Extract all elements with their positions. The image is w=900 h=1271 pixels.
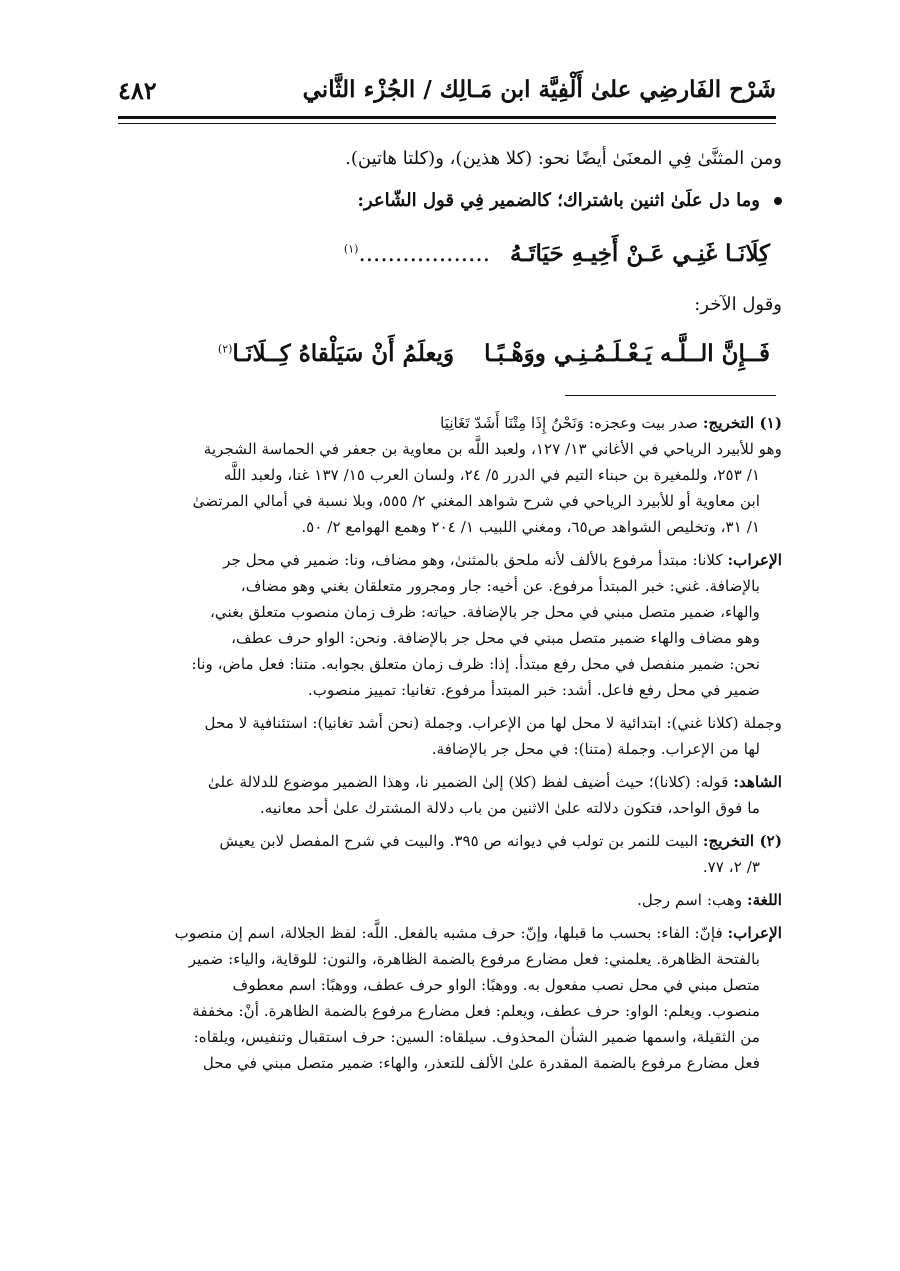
- verse-2-first-hemistich: فَــإِنَّ الــلَّـه يَـعْـلَـمُـنِـي ووَهْـبًـا: [484, 340, 770, 367]
- footnote-line: بالفتحة الظاهرة. يعلمني: فعل مضارع مرفوع بالضمة الظاهرة، والنون: للوقاية، والياء: ضمير: [188, 950, 760, 968]
- footnote-line: وهو مضاف والهاء ضمير متصل مبني في محل جر بالإضافة. ونحن: الواو حرف عطف،: [231, 629, 760, 647]
- body-line-1: ومن المثنَّىٰ فِي المعنَىٰ أيضًا نحو: (كلا هذين)، و(كلتا هاتين).: [345, 148, 782, 169]
- running-head-title: شَرْح الفَارضِي علىٰ أَلْفِيَّة ابن مَـالِك / الجُزْء الثَّاني: [302, 76, 776, 103]
- footnote-line: الإعراب: كلانا: مبتدأ مرفوع بالألف لأنه ملحق بالمثنىٰ، وهو مضاف، ونا: ضمير في محل جر: [223, 551, 782, 569]
- verse-1: [130, 240, 770, 267]
- footnote-line: والهاء، ضمير متصل مبني في محل جر بالإضافة. حياته: ظرف زمان منصوب متعلق بغني،: [209, 603, 760, 621]
- footnote-line: متصل مبني في محل نصب مفعول به. ووهبًا: الواو حرف عطف، ووهبًا: اسم معطوف: [232, 976, 760, 994]
- footnote-line: ١/ ٢٥٣، وللمغيرة بن حبناء التيم في الدرر ٥/ ٢٤، ولسان العرب ١٥/ ١٣٧ غنا، ولعبد اللَّه: [223, 466, 760, 484]
- footnote-line: منصوب. ويعلم: الواو: حرف عطف، ويعلم: فعل مضارع مرفوع بالضمة الظاهرة. أنْ: مخففة: [192, 1002, 760, 1020]
- footnote-line: ما فوق الواحد، فتكون دلالته علىٰ الاثنين من باب دلالة المشترك علىٰ أحد معانيه.: [259, 799, 760, 817]
- footnote-separator: [565, 395, 776, 396]
- footnote-line: ٣/ ٢، ٧٧.: [702, 858, 760, 876]
- bullet-icon: [774, 197, 782, 205]
- footnote-line: نحن: ضمير منفصل في محل رفع مبتدأ. إذا: ظرف زمان متعلق بجوابه. متنا: فعل ماض، ونا:: [191, 655, 760, 673]
- verse-1-dots: ..................: [358, 241, 491, 267]
- page-number: ٤٨٢: [118, 76, 157, 105]
- verse-2-second-hemistich: وَيعلَمُ أَنْ سَيَلْقاهُ كِــلَانَـا: [232, 340, 455, 367]
- body-line-other: وقول الآخر:: [694, 294, 782, 315]
- footnote-line: وجملة (كلانا غني): ابتدائية لا محل لها من الإعراب. وجملة (نحن أشد تغانيا): استئنافية لا محل: [204, 714, 782, 732]
- footnote-line: وهو للأبيرد الرياحي في الأغاني ١٣/ ١٢٧، ولعبد اللَّه بن معاوية بن جعفر في الحماسة الشجرية: [203, 440, 782, 458]
- bullet-text: وما دل علَىٰ اثنين باشتراك؛ كالضمير فِي قول الشّاعر:: [357, 190, 760, 211]
- footnote-line: اللغة: وهب: اسم رجل.: [637, 891, 782, 909]
- footnote-line: فعل مضارع مرفوع بالضمة المقدرة علىٰ الألف للتعذر، والهاء: ضمير متصل مبني في محل: [202, 1054, 760, 1072]
- footnote-ref-1: (١): [343, 242, 359, 256]
- footnote-line: الإعراب: فإنّ: الفاء: بحسب ما قبلها، وإنّ: حرف مشبه بالفعل. اللَّه: لفظ الجلالة، اسم إن منصوب: [174, 924, 782, 942]
- footnote-line: بالإضافة. غني: خبر المبتدأ مرفوع. عن أخيه: جار ومجرور متعلقان بغني وهو مضاف،: [240, 577, 760, 595]
- header-rule-thick: [118, 116, 776, 119]
- footnote-line: (٢) التخريج: البيت للنمر بن تولب في ديوانه ص ٣٩٥. والبيت في شرح المفصل لابن يعيش: [219, 832, 782, 850]
- footnote-line: لها من الإعراب. وجملة (متنا): في محل جر بالإضافة.: [431, 740, 760, 758]
- bullet-line: [124, 190, 782, 211]
- running-head: [118, 70, 776, 114]
- footnote-line: (١) التخريج: صدر بيت وعجزه: وَنَحْنُ إِذَا مِتْنَا أَشَدّ تَغَانِيَا: [440, 414, 782, 432]
- footnote-line: ابن معاوية أو للأبيرد الرياحي في شرح شواهد المغني ٢/ ٥٥٥، وبلا نسبة في أمالي المرتضىٰ: [192, 492, 760, 510]
- footnote-line: ١/ ٣١، وتخليص الشواهد ص٦٥، ومغني اللبيب ١/ ٢٠٤ وهمع الهوامع ٢/ ٥٠.: [301, 518, 760, 536]
- verse-2: [130, 340, 770, 367]
- footnote-line: ضمير في محل رفع فاعل. أشد: خبر المبتدأ مرفوع. تغانيا: تمييز منصوب.: [307, 681, 760, 699]
- footnote-ref-2: (٢): [217, 342, 233, 356]
- footnote-line: الشاهد: قوله: (كلانا)؛ حيث أضيف لفظ (كلا) إلىٰ الضمير نا، وهذا الضمير موضوع للدلالة علىٰ: [207, 773, 782, 791]
- header-rule-thin: [118, 123, 776, 124]
- footnote-line: من الثقيلة، واسمها ضمير الشأن المحذوف. سيلقاه: السين: حرف استقبال وتنفيس، ويلقاه:: [193, 1028, 760, 1046]
- verse-1-text: كِلَانَـا غَنِـي عَـنْ أَخِيـهِ حَيَاتَـهُ: [510, 240, 770, 267]
